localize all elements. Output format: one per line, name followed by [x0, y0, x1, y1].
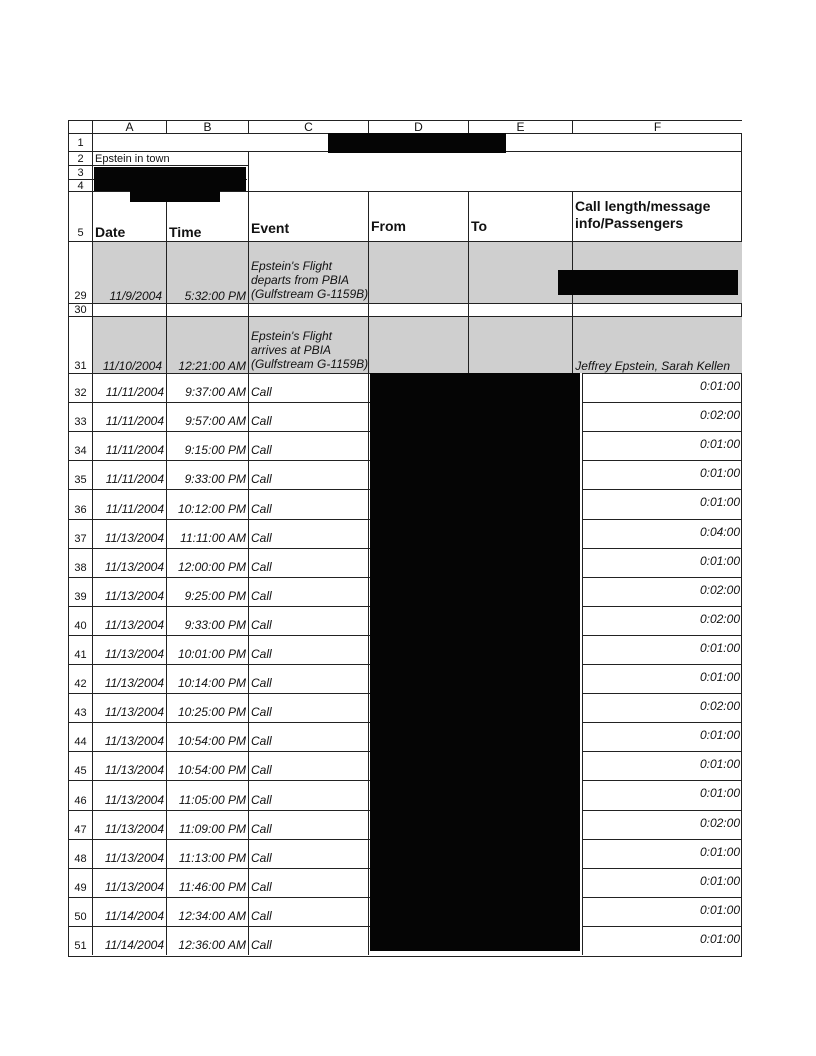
- call-time: 9:25:00 PM: [166, 577, 248, 606]
- call-time: 9:15:00 PM: [166, 431, 248, 460]
- call-date: 11/13/2004: [92, 810, 166, 839]
- call-length: 0:01:00: [582, 431, 742, 460]
- call-time: 12:00:00 PM: [166, 548, 248, 577]
- flight-info: Jeffrey Epstein, Sarah Kellen: [572, 316, 742, 373]
- empty-cell: [92, 303, 166, 316]
- call-event: Call: [248, 402, 368, 431]
- empty-cell: [368, 303, 468, 316]
- column-header-e: E: [468, 120, 572, 133]
- row-number: 47: [68, 810, 92, 839]
- empty-cell: [248, 303, 368, 316]
- row-number: 46: [68, 780, 92, 810]
- row-number: 49: [68, 868, 92, 897]
- call-time: 11:46:00 PM: [166, 868, 248, 897]
- call-length: 0:01:00: [582, 868, 742, 897]
- call-length: 0:01:00: [582, 635, 742, 664]
- redaction-block: [94, 167, 246, 191]
- call-event: Call: [248, 635, 368, 664]
- call-length: 0:01:00: [582, 460, 742, 489]
- call-event: Call: [248, 373, 368, 402]
- call-time: 10:14:00 PM: [166, 664, 248, 693]
- row-number: 4: [68, 179, 92, 191]
- redaction-block: [370, 373, 580, 951]
- row-number: 51: [68, 926, 92, 955]
- call-time: 10:12:00 PM: [166, 489, 248, 519]
- row-number: 3: [68, 165, 92, 179]
- call-length: 0:01:00: [582, 489, 742, 519]
- row-number: 29: [68, 241, 92, 303]
- flight-to: [468, 316, 572, 373]
- row-number: 34: [68, 431, 92, 460]
- flight-from: [368, 316, 468, 373]
- call-date: 11/14/2004: [92, 926, 166, 955]
- flight-event-line: (Gulfstream G-1159B): [251, 287, 368, 301]
- redaction-block: [130, 190, 220, 202]
- column-header-b: B: [166, 120, 248, 133]
- call-time: 12:34:00 AM: [166, 897, 248, 926]
- flight-time: 12:21:00 AM: [166, 316, 248, 373]
- call-length: 0:01:00: [582, 897, 742, 926]
- call-time: 9:33:00 PM: [166, 460, 248, 489]
- row-number: 37: [68, 519, 92, 548]
- row-number: 5: [68, 191, 92, 241]
- call-event: Call: [248, 664, 368, 693]
- call-length: 0:01:00: [582, 548, 742, 577]
- call-event: Call: [248, 460, 368, 489]
- redaction-block: [558, 270, 738, 295]
- flight-event-line: (Gulfstream G-1159B): [251, 357, 368, 371]
- header-to: To: [468, 191, 572, 241]
- call-date: 11/13/2004: [92, 548, 166, 577]
- sheet-bottom-border: [68, 956, 742, 957]
- call-length: 0:01:00: [582, 664, 742, 693]
- call-time: 9:37:00 AM: [166, 373, 248, 402]
- call-date: 11/11/2004: [92, 373, 166, 402]
- call-length: 0:02:00: [582, 693, 742, 722]
- call-time: 10:54:00 PM: [166, 751, 248, 780]
- call-date: 11/14/2004: [92, 897, 166, 926]
- flight-to: [468, 241, 572, 303]
- column-header-c: C: [248, 120, 368, 133]
- flight-event-line: Epstein's Flight: [251, 259, 332, 273]
- row-number: 39: [68, 577, 92, 606]
- call-event: Call: [248, 489, 368, 519]
- column-header-a: A: [92, 120, 166, 133]
- call-event: Call: [248, 810, 368, 839]
- header-info-line: info/Passengers: [575, 215, 684, 231]
- call-length: 0:02:00: [582, 577, 742, 606]
- flight-event-line: Epstein's Flight: [251, 329, 332, 343]
- flight-event-line: arrives at PBIA: [251, 343, 332, 357]
- header-info: [572, 191, 742, 241]
- redaction-block: [328, 133, 506, 153]
- empty-cell: [572, 303, 742, 316]
- call-date: 11/13/2004: [92, 519, 166, 548]
- rows-2-4-merged: [248, 151, 742, 191]
- call-time: 12:36:00 AM: [166, 926, 248, 955]
- call-time: 11:05:00 PM: [166, 780, 248, 810]
- row-number: 50: [68, 897, 92, 926]
- header-date: Date: [92, 191, 166, 241]
- header-event: Event: [248, 191, 368, 241]
- call-length: 0:02:00: [582, 402, 742, 431]
- row-number: 35: [68, 460, 92, 489]
- row-number: 48: [68, 839, 92, 868]
- row-number: 33: [68, 402, 92, 431]
- cell-a2: Epstein in town: [92, 151, 248, 165]
- empty-cell: [468, 303, 572, 316]
- flight-event-line: departs from PBIA: [251, 273, 350, 287]
- call-date: 11/13/2004: [92, 722, 166, 751]
- row-number: 43: [68, 693, 92, 722]
- column-header-f: F: [572, 120, 742, 133]
- call-date: 11/13/2004: [92, 693, 166, 722]
- call-length: 0:01:00: [582, 722, 742, 751]
- call-date: 11/13/2004: [92, 664, 166, 693]
- call-event: Call: [248, 519, 368, 548]
- call-event: Call: [248, 897, 368, 926]
- call-date: 11/13/2004: [92, 577, 166, 606]
- row-number: 31: [68, 316, 92, 373]
- call-event: Call: [248, 577, 368, 606]
- row-number: 36: [68, 489, 92, 519]
- flight-event: [248, 316, 368, 373]
- row-number: 41: [68, 635, 92, 664]
- call-event: Call: [248, 693, 368, 722]
- call-date: 11/11/2004: [92, 460, 166, 489]
- call-event: Call: [248, 431, 368, 460]
- call-event: Call: [248, 548, 368, 577]
- call-length: 0:02:00: [582, 810, 742, 839]
- call-event: Call: [248, 839, 368, 868]
- call-event: Call: [248, 606, 368, 635]
- column-header-d: D: [368, 120, 468, 133]
- header-info-line: Call length/message: [575, 198, 711, 214]
- call-date: 11/13/2004: [92, 868, 166, 897]
- call-time: 10:54:00 PM: [166, 722, 248, 751]
- call-length: 0:01:00: [582, 373, 742, 402]
- flight-date: 11/10/2004: [92, 316, 166, 373]
- row-number: 32: [68, 373, 92, 402]
- call-length: 0:01:00: [582, 780, 742, 810]
- call-date: 11/13/2004: [92, 606, 166, 635]
- flight-date: 11/9/2004: [92, 241, 166, 303]
- row-number: 45: [68, 751, 92, 780]
- call-length: 0:01:00: [582, 839, 742, 868]
- call-event: Call: [248, 751, 368, 780]
- row-number: 38: [68, 548, 92, 577]
- call-time: 11:13:00 PM: [166, 839, 248, 868]
- row-number: 40: [68, 606, 92, 635]
- call-event: Call: [248, 780, 368, 810]
- call-date: 11/13/2004: [92, 751, 166, 780]
- call-date: 11/11/2004: [92, 489, 166, 519]
- call-time: 10:01:00 PM: [166, 635, 248, 664]
- call-time: 9:57:00 AM: [166, 402, 248, 431]
- call-length: 0:01:00: [582, 926, 742, 955]
- call-length: 0:02:00: [582, 606, 742, 635]
- call-length: 0:04:00: [582, 519, 742, 548]
- call-length: 0:01:00: [582, 751, 742, 780]
- row-number: 2: [68, 151, 92, 165]
- empty-cell: [166, 303, 248, 316]
- call-date: 11/11/2004: [92, 402, 166, 431]
- call-time: 9:33:00 PM: [166, 606, 248, 635]
- row-number: 1: [68, 133, 92, 151]
- call-date: 11/13/2004: [92, 635, 166, 664]
- header-time: Time: [166, 191, 248, 241]
- header-from: From: [368, 191, 468, 241]
- row-number: 42: [68, 664, 92, 693]
- call-time: 11:09:00 PM: [166, 810, 248, 839]
- row-number: 30: [68, 303, 92, 316]
- call-date: 11/13/2004: [92, 780, 166, 810]
- call-event: Call: [248, 722, 368, 751]
- flight-event: [248, 241, 368, 303]
- call-event: Call: [248, 926, 368, 955]
- call-date: 11/13/2004: [92, 839, 166, 868]
- flight-from: [368, 241, 468, 303]
- call-time: 10:25:00 PM: [166, 693, 248, 722]
- call-date: 11/11/2004: [92, 431, 166, 460]
- corner-cell: [68, 120, 92, 133]
- call-event: Call: [248, 868, 368, 897]
- flight-time: 5:32:00 PM: [166, 241, 248, 303]
- call-time: 11:11:00 AM: [166, 519, 248, 548]
- row-number: 44: [68, 722, 92, 751]
